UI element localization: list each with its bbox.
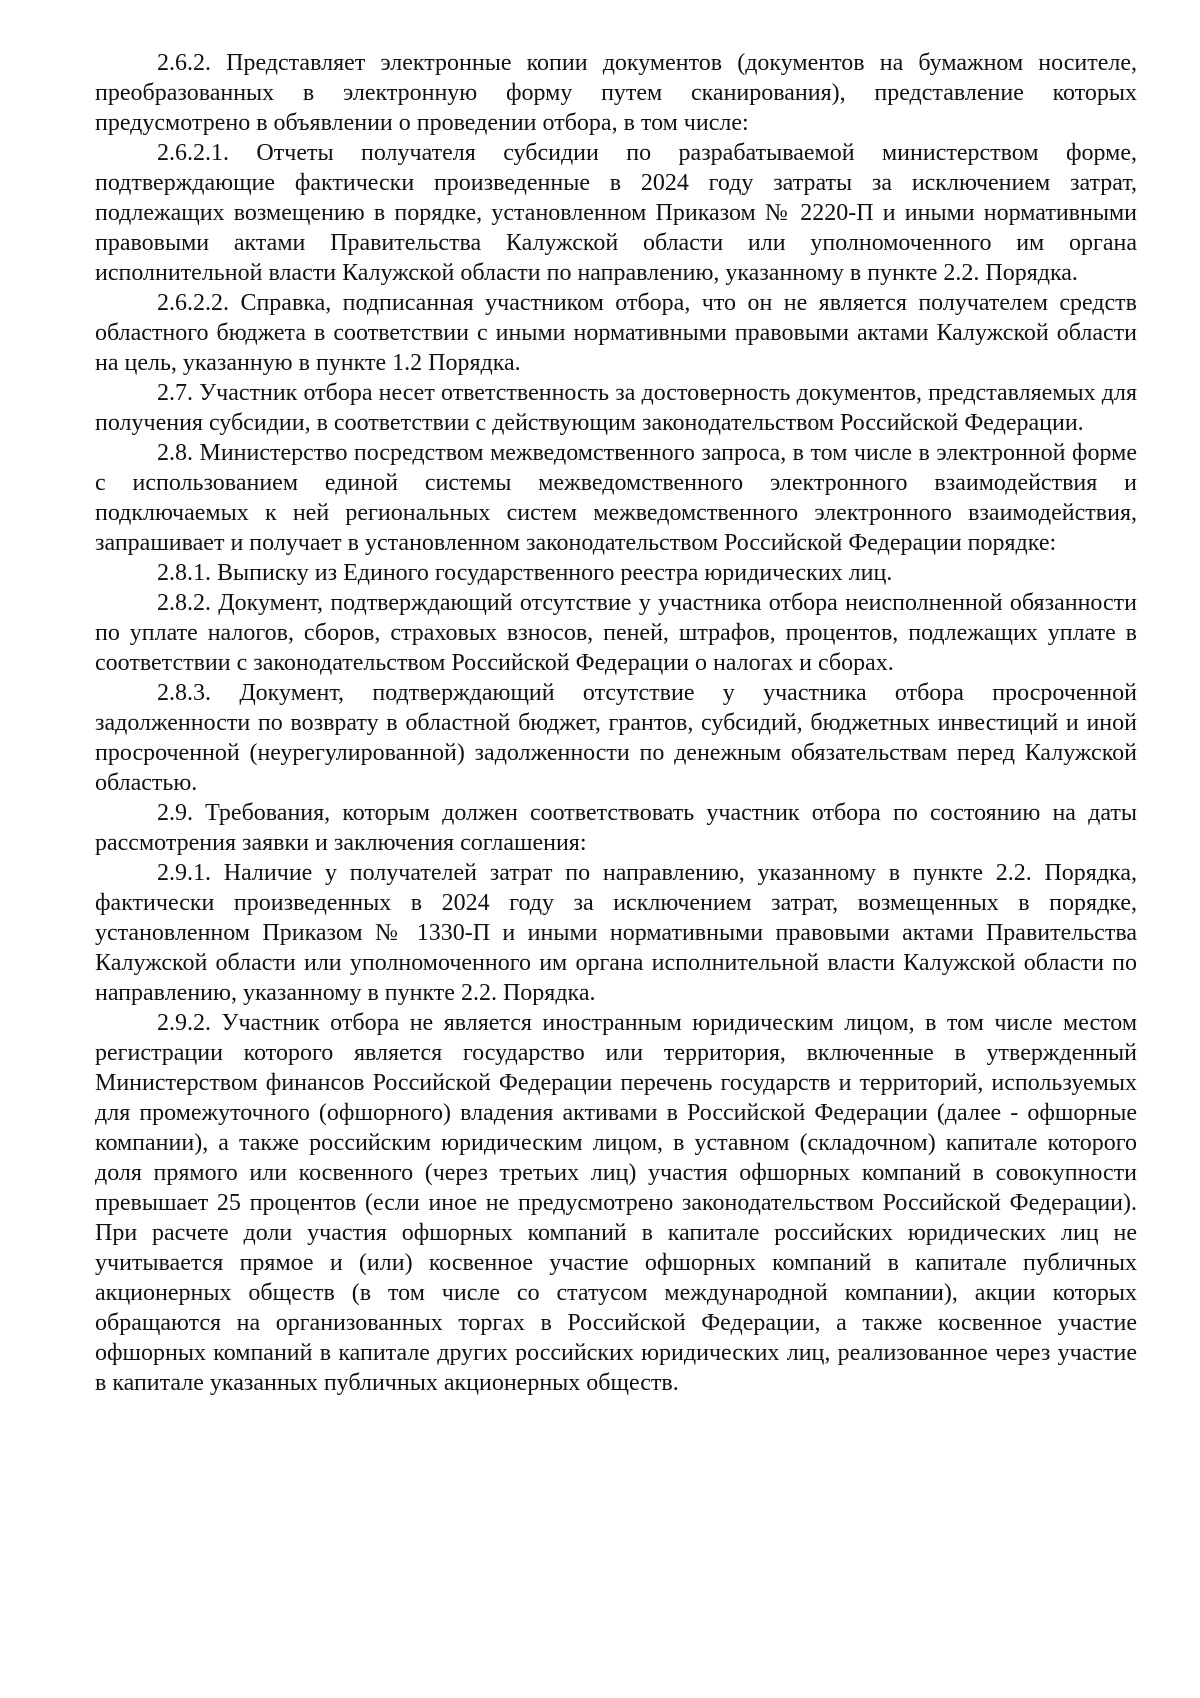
paragraph-2-9-1: 2.9.1. Наличие у получателей затрат по направлению, указанному в пункте 2.2. Порядка, фактически произведенных в 2024 году за исключением затрат, возмещенных в порядке, установленном Приказом № 1330-П и иными нормативными правовыми актами Правительства Калужской области или уполномоченного им органа исполнительной власти Калужской области по направлению, указанному в пункте 2.2. Порядка. — [95, 860, 1137, 1006]
paragraph-2-6-2-1: 2.6.2.1. Отчеты получателя субсидии по разрабатываемой министерством форме, подтверждающие фактически произведенные в 2024 году затраты за исключением затрат, подлежащих возмещению в порядке, установленном Приказом № 2220-П и иными нормативными правовыми актами Правительства Калужской области или уполномоченного им органа исполнительной власти Калужской области по направлению, указанному в пункте 2.2. Порядка. — [95, 140, 1137, 286]
paragraph-2-8-1: 2.8.1. Выписку из Единого государственного реестра юридических лиц. — [157, 560, 893, 586]
paragraph-2-9-2: 2.9.2. Участник отбора не является иностранным юридическим лицом, в том числе местом регистрации которого является государство или территория, включенные в утвержденный Министерством финансов Российской Федерации перечень государств и территорий, используемых для промежуточного (офшорного) владения активами в Российской Федерации (далее - офшорные компании), а также российским юридическим лицом, в уставном (складочном) капитале которого доля прямого или косвенного (через третьих лиц) участия офшорных компаний в совокупности превышает 25 процентов (если иное не предусмотрено законодательством Российской Федерации). При расчете доли участия офшорных компаний в капитале российских юридических лиц не учитывается прямое и (или) косвенное участие офшорных компаний в капитале публичных акционерных обществ (в том числе со статусом международной компании), акции которых обращаются на организованных торгах в Российской Федерации, а также косвенное участие офшорных компаний в капитале других российских юридических лиц, реализованное через участие в капитале указанных публичных акционерных обществ. — [95, 1010, 1137, 1396]
paragraph-2-7: 2.7. Участник отбора несет ответственность за достоверность документов, представляемых для получения субсидии, в соответствии с действующим законодательством Российской Федерации. — [95, 380, 1137, 436]
paragraph-2-6-2-2: 2.6.2.2. Справка, подписанная участником отбора, что он не является получателем средств областного бюджета в соответствии с иными нормативными правовыми актами Калужской области на цель, указанную в пункте 1.2 Порядка. — [95, 290, 1137, 376]
paragraph-2-6-2: 2.6.2. Представляет электронные копии документов (документов на бумажном носителе, преобразованных в электронную форму путем сканирования), представление которых предусмотрено в объявлении о проведении отбора, в том числе: — [95, 50, 1137, 136]
paragraph-2-8: 2.8. Министерство посредством межведомственного запроса, в том числе в электронной форме с использованием единой системы межведомственного электронного взаимодействия и подключаемых к ней региональных систем межведомственного электронного взаимодействия, запрашивает и получает в установленном законодательством Российской Федерации порядке: — [95, 440, 1137, 556]
document-page — [95, 48, 1137, 1398]
paragraph-2-8-2: 2.8.2. Документ, подтверждающий отсутствие у участника отбора неисполненной обязанности по уплате налогов, сборов, страховых взносов, пеней, штрафов, процентов, подлежащих уплате в соответствии с законодательством Российской Федерации о налогах и сборах. — [95, 590, 1137, 676]
paragraph-2-9: 2.9. Требования, которым должен соответствовать участник отбора по состоянию на даты рассмотрения заявки и заключения соглашения: — [95, 800, 1137, 856]
paragraph-2-8-3: 2.8.3. Документ, подтверждающий отсутствие у участника отбора просроченной задолженности по возврату в областной бюджет, грантов, субсидий, бюджетных инвестиций и иной просроченной (неурегулированной) задолженности по денежным обязательствам перед Калужской областью. — [95, 680, 1137, 796]
